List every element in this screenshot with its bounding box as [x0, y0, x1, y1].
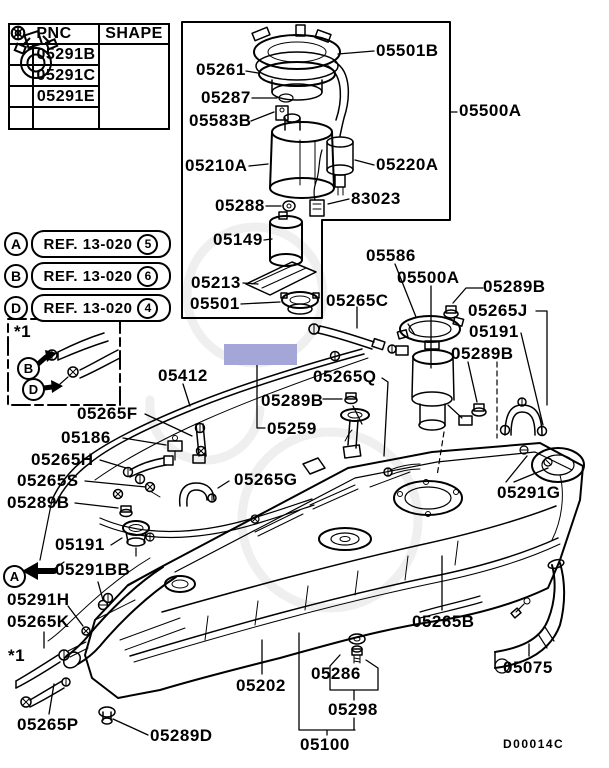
part-label: 05265H — [31, 450, 94, 469]
part-label: 05291G — [497, 483, 561, 502]
part-label: 05289B — [261, 391, 324, 410]
part-label: 05501 — [190, 294, 240, 313]
circled-key-label: A — [3, 565, 26, 588]
part-label: 05191 — [469, 322, 519, 341]
ref-num: 6 — [137, 266, 158, 287]
part-label: 05265J — [468, 301, 528, 320]
part-label: 05287 — [201, 88, 251, 107]
ref-text: REF. 13-020 — [43, 235, 133, 253]
part-label: 05265C — [326, 291, 389, 310]
part-label: 05191 — [55, 535, 105, 554]
part-label: 05289B — [7, 493, 70, 512]
circled-key-label: D — [22, 378, 45, 401]
part-label: 05265S — [17, 471, 79, 490]
part-label: 05500A — [459, 101, 522, 120]
part-label: 05289B — [451, 344, 514, 363]
part-label: 05265Q — [313, 367, 377, 386]
part-label: 05500A — [397, 268, 460, 287]
part-label: 05291BB — [55, 560, 131, 579]
pnc-symbol-empty — [10, 108, 34, 128]
shape-header: SHAPE — [100, 25, 168, 45]
part-label: 05265K — [7, 612, 70, 631]
hose-clamp-icon — [100, 45, 168, 128]
pnc-value: 05291E — [34, 87, 100, 108]
part-label: 05259 — [267, 419, 317, 438]
part-label: 05265B — [412, 612, 475, 631]
ref-text: REF. 13-020 — [43, 299, 133, 317]
part-label: 05213 — [191, 273, 241, 292]
part-label: 05100 — [300, 735, 350, 754]
part-label: 05220A — [376, 155, 439, 174]
part-label: 05286 — [311, 664, 361, 683]
ref-num: 4 — [137, 298, 158, 319]
part-label: 05265G — [234, 470, 298, 489]
pnc-value: 05291B — [34, 45, 100, 66]
ref-box — [31, 262, 171, 290]
part-label: *1 — [14, 322, 32, 341]
part-label: 05149 — [213, 230, 263, 249]
circle-cross-icon — [10, 87, 34, 108]
ref-text: REF. 13-020 — [43, 267, 133, 285]
part-label: 05210A — [185, 156, 248, 175]
part-label: 83023 — [351, 189, 401, 208]
ref-box — [31, 230, 171, 258]
part-label: 05501B — [376, 41, 439, 60]
part-label: 05075 — [503, 658, 553, 677]
part-label: 05265F — [77, 404, 138, 423]
ref-key: D — [4, 296, 28, 320]
highlight-box — [224, 344, 297, 365]
part-label: 05261 — [196, 60, 246, 79]
part-label: 05298 — [328, 700, 378, 719]
part-label: *1 — [8, 646, 26, 665]
part-label: D00014C — [503, 737, 565, 751]
part-label: 05412 — [158, 366, 208, 385]
part-label: 05583B — [189, 111, 252, 130]
ref-key: B — [4, 264, 28, 288]
pnc-value-empty — [34, 108, 100, 128]
pnc-shape-table — [8, 23, 170, 130]
part-label: 05291H — [7, 590, 70, 609]
part-label: 05586 — [366, 246, 416, 265]
pnc-value: 05291C — [34, 66, 100, 87]
part-label: 05202 — [236, 676, 286, 695]
ref-key: A — [4, 232, 28, 256]
part-label: 05288 — [215, 196, 265, 215]
circled-key-label: B — [17, 357, 40, 380]
part-label: 05265P — [17, 715, 79, 734]
pnc-header: PNC — [10, 25, 100, 45]
part-label: 05289D — [150, 726, 213, 745]
part-label: 05186 — [61, 428, 111, 447]
ref-num: 5 — [137, 234, 158, 255]
ref-box — [31, 294, 171, 322]
part-label: 05289B — [483, 277, 546, 296]
